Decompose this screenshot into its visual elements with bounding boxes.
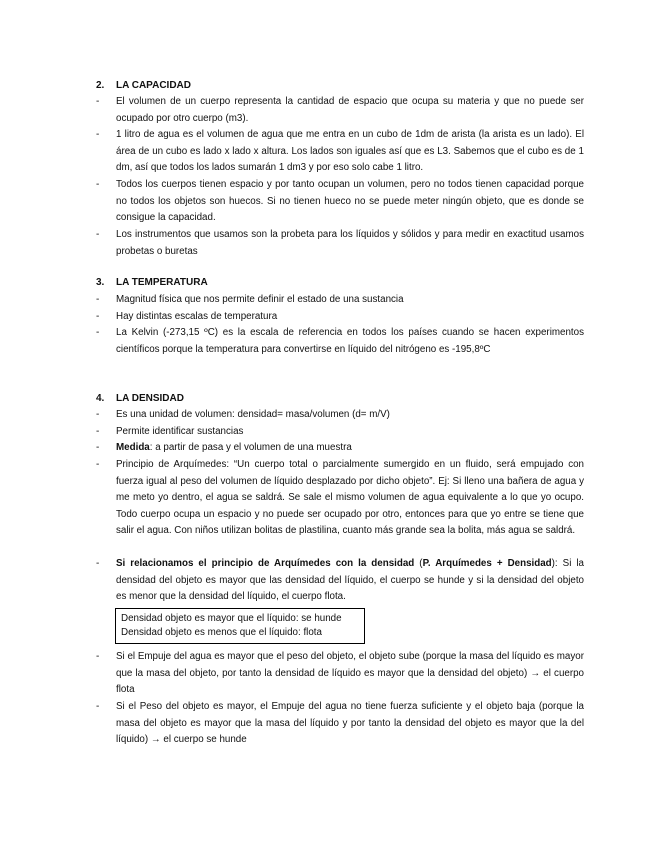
section-heading-temperatura <box>96 276 208 290</box>
list-item-text <box>116 556 584 606</box>
list-item-text: Principio de Arquímedes: “Un cuerpo total o parcialmente sumergido en un fluido, será empujado con fuerza igual al peso del volumen de líquido desplazado por dicho objeto”. Ej: Si lleno una bañera de agua y me meto yo dentro, el agua se saldrá. Se sale el mismo volumen de agua equivalente a lo que yo ocupo. Todo cuerpo ocupa un espacio y no puede ser ocupado por otro, entonces para que yo entre se tiene que salir el agua. Con niños utilizan bolitas de plastilina, cuanto más grande sea la bolita, más agua se saldrá. <box>116 459 584 536</box>
medida-text: : a partir de pasa y el volumen de una muestra <box>149 442 352 453</box>
bullet-dash: - <box>96 651 100 662</box>
arquimedes-paren: ( <box>414 558 423 569</box>
bullet-dash: - <box>96 179 100 190</box>
list-item-text: 1 litro de agua es el volumen de agua que me entra en un cubo de 1dm de arista (la arista es un lado). El área de un cubo es lado x lado x altura. Los lados son iguales así que es L3. Sabemos que el cubo es de 1 dm, así que todos los lados sumarán 1 dm3 y por eso solo cabe 1 litro. <box>116 129 584 173</box>
list-item-text: Permite identificar sustancias <box>116 426 244 437</box>
box-line: Densidad objeto es menos que el líquido: flota <box>121 627 322 638</box>
bullet-dash: - <box>96 129 100 140</box>
arquimedes-bold-2: P. Arquímedes + Densidad <box>422 558 552 569</box>
bullet-dash: - <box>96 701 100 712</box>
bullet-dash: - <box>96 426 100 437</box>
bullet-dash: - <box>96 294 100 305</box>
section-number: 3. <box>96 277 105 288</box>
list-item-text <box>116 440 584 457</box>
section-title: LA CAPACIDAD <box>116 80 191 91</box>
list-item-text: Todos los cuerpos tienen espacio y por tanto ocupan un volumen, pero no todos tienen capacidad porque no todos los objetos son huecos. Si no tienen hueco no se puede meter ningún objeto, que es donde se consigue la capacidad. <box>116 179 584 223</box>
section-number: 4. <box>96 393 105 404</box>
bullet-dash: - <box>96 409 100 420</box>
list-item-text: Los instrumentos que usamos son la probeta para los líquidos y sólidos y para medir en exactitud usamos probetas o buretas <box>116 229 584 257</box>
section-title: LA TEMPERATURA <box>116 277 208 288</box>
arquimedes-bold: Si relacionamos el principio de Arquímedes con la densidad <box>116 558 415 569</box>
box-line: Densidad objeto es mayor que el líquido: se hunde <box>121 613 342 624</box>
bullet-dash: - <box>96 311 100 322</box>
bullet-dash: - <box>96 327 100 338</box>
density-summary-box <box>115 608 365 644</box>
list-item-text: La Kelvin (-273,15 ºC) es la escala de referencia en todos los países cuando se hacen experimentos científicos porque la temperatura para convertirse en líquido del nitrógeno es -195,8ºC <box>116 327 584 355</box>
section-heading-densidad <box>96 392 184 406</box>
bullet-dash: - <box>96 96 100 107</box>
list-item-text: Magnitud física que nos permite definir el estado de una sustancia <box>116 294 404 305</box>
list-item-text: Es una unidad de volumen: densidad= masa/volumen (d= m/V) <box>116 409 390 420</box>
bullet-dash: - <box>96 442 100 453</box>
section-number: 2. <box>96 80 105 91</box>
bullet-dash: - <box>96 558 100 569</box>
list-item-text: Hay distintas escalas de temperatura <box>116 311 278 322</box>
list-item-text: Si el Empuje del agua es mayor que el peso del objeto, el objeto sube (porque la masa del líquido es mayor que la masa del objeto, por tanto la densidad de líquido es mayor que la densidad del objeto) → el cuerpo flota <box>116 651 584 695</box>
arquimedes-rest: ): Si la densidad del objeto es mayor que las densidad del líquido, el cuerpo se hunde y si la densidad del objeto es menor que la densidad del líquido, el cuerpo flota. <box>116 558 585 602</box>
section-heading-capacidad <box>96 79 191 93</box>
medida-label: Medida <box>116 442 150 453</box>
section-title: LA DENSIDAD <box>116 393 184 404</box>
list-item-text: El volumen de un cuerpo representa la cantidad de espacio que ocupa su materia y que no puede ser ocupado por otro cuerpo (m3). <box>116 96 584 124</box>
bullet-dash: - <box>96 459 100 470</box>
list-item-text: Si el Peso del objeto es mayor, el Empuje del agua no tiene fuerza suficiente y el objeto baja (porque la masa del objeto es mayor que la masa del líquido y por tanto la densidad del objeto es mayor que la del líquido) → el cuerpo se hunde <box>116 701 584 745</box>
bullet-dash: - <box>96 229 100 240</box>
